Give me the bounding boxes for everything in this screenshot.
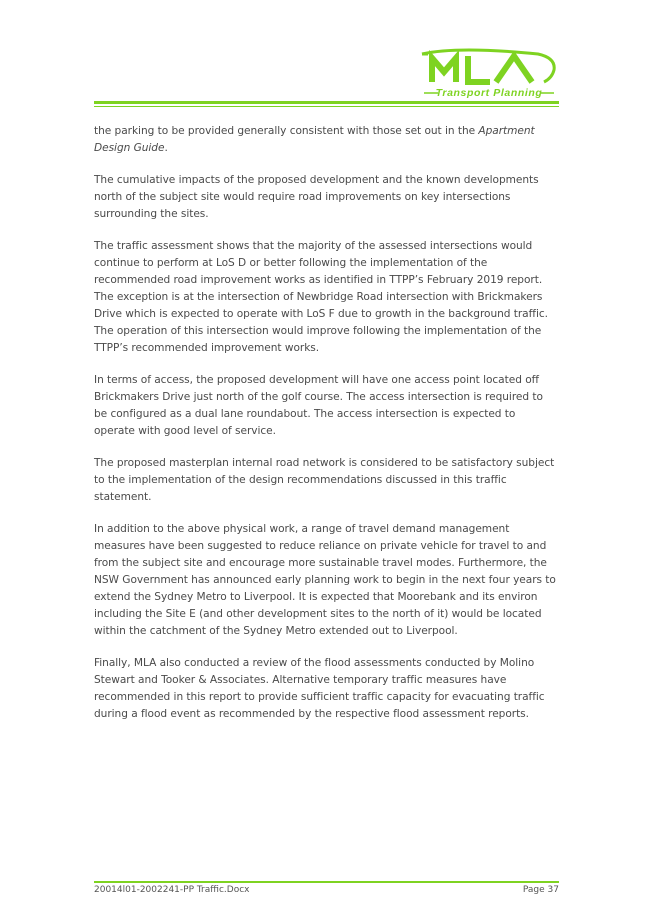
mla-logo-icon bbox=[418, 48, 560, 102]
page-number: Page 37 bbox=[522, 885, 559, 895]
paragraph: In addition to the above physical work, a range of travel demand management measures have been suggested to reduce reliance on private vehicle for travel to and from the subject site and encourage more sustainable travel modes. Furthermore, the NSW Government has announced early planning work to begin in the next four years to extend the Sydney Metro to Liverpool. It is expected that Moorebank and its environ including the Site E (and other development sites to the north of it) would be located within the catchment of the Sydney Metro extended out to Liverpool. bbox=[94, 523, 556, 637]
publication-title: Apartment Design Guide bbox=[94, 125, 535, 154]
paragraph: In terms of access, the proposed development will have one access point located off Brickmakers Drive just north of the golf course. The access intersection is required to be configured as a dual lane roundabout. The access intersection is expected to operate with good level of service. bbox=[94, 374, 543, 437]
paragraph: The cumulative impacts of the proposed development and the known developments north of the subject site would require road improvements on key intersections surrounding the sites. bbox=[94, 174, 539, 220]
document-body bbox=[94, 123, 556, 738]
company-logo bbox=[418, 48, 560, 102]
document-reference: 20014l01-2002241-PP Traffic.Docx bbox=[94, 885, 250, 895]
paragraph: the parking to be provided generally consistent with those set out in the Apartment Design Guide. bbox=[94, 125, 535, 154]
paragraph: The traffic assessment shows that the majority of the assessed intersections would continue to perform at LoS D or better following the implementation of the recommended road improvement works as identified in TTPP’s February 2019 report. The exception is at the intersection of Newbridge Road intersection with Brickmakers Drive which is expected to operate with LoS F due to growth in the background traffic. The operation of this intersection would improve following the implementation of the TTPP’s recommended improvement works. bbox=[94, 240, 548, 354]
logo-tagline: Transport Planning bbox=[435, 87, 543, 99]
paragraph: Finally, MLA also conducted a review of the flood assessments conducted by Molino Stewart and Tooker & Associates. Alternative temporary traffic measures have recommended in this report to provide sufficient traffic capacity for evacuating traffic during a flood event as recommended by the respective flood assessment reports. bbox=[94, 657, 545, 720]
header-rule bbox=[94, 101, 559, 107]
footer-rule bbox=[94, 881, 559, 883]
paragraph: The proposed masterplan internal road network is considered to be satisfactory subject to the implementation of the design recommendations discussed in this traffic statement. bbox=[94, 457, 555, 503]
